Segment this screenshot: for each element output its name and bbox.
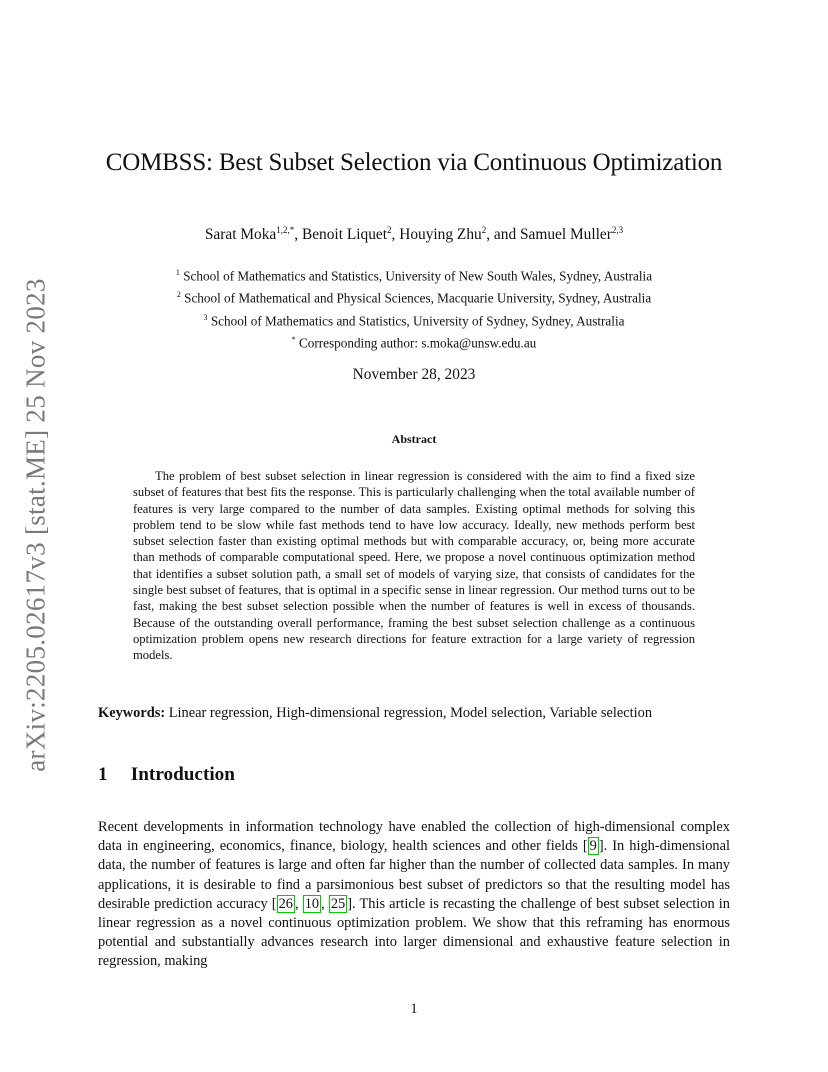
citation-link[interactable]: 25 <box>330 895 346 912</box>
affiliation-line <box>0 308 828 330</box>
intro-text-segment: ]. This article is recasting the challenge of best subset selection in linear regression as a novel continuous optimization problem. We show that this reframing has enormous potential and substantially advances research into larger dimensional and exhaustive feature selection in regression, making <box>98 895 730 970</box>
keywords-line <box>98 705 738 722</box>
introduction-text <box>98 818 730 972</box>
affiliation-text: School of Mathematical and Physical Sciences, Macquarie University, Sydney, Australia <box>180 290 652 306</box>
affiliation-text: School of Mathematics and Statistics, University of Sydney, Sydney, Australia <box>207 313 625 329</box>
affiliation-line <box>0 285 828 307</box>
author-affiliation-marker: 2,3 <box>611 225 624 235</box>
affiliation-text: School of Mathematics and Statistics, University of New South Wales, Sydney, Australia <box>179 268 653 284</box>
author-name: Houying Zhu <box>399 226 482 244</box>
affiliation-text: Corresponding author: s.moka@unsw.edu.au <box>295 335 537 351</box>
affiliation-line <box>0 330 828 352</box>
citation-link[interactable]: 9 <box>589 838 597 855</box>
author-separator: , and <box>486 226 520 244</box>
intro-text-segment: , <box>294 895 303 912</box>
arxiv-identifier-stamp[interactable]: arXiv:2205.02617v3 [stat.ME] 25 Nov 2023 <box>20 278 51 772</box>
section-number: 1 <box>98 764 108 785</box>
intro-text-segment: , <box>321 895 329 912</box>
affiliation-list <box>0 263 828 353</box>
page-number: 1 <box>410 1001 418 1017</box>
author-name: Samuel Muller <box>519 226 612 244</box>
publication-date: November 28, 2023 <box>352 366 476 383</box>
author-affiliation-marker: 1,2,* <box>276 225 295 235</box>
intro-text-segment: ]. In high-dimensional data, the number of features is large and often far higher than the number of collected data samples. In many applications, it is desirable to find a parsimonious best subset of predictors so that the resulting model has desirable prediction accuracy [ <box>98 838 730 912</box>
affiliation-line <box>0 263 828 285</box>
author-affiliation-marker: 2 <box>387 225 392 235</box>
affiliation-marker: * <box>291 335 296 345</box>
citation-link[interactable]: 10 <box>304 895 320 912</box>
keywords-label: Keywords: <box>98 705 166 721</box>
author-list <box>0 225 828 244</box>
author-separator: , <box>294 226 302 244</box>
abstract-heading: Abstract <box>391 432 437 446</box>
citation-link[interactable]: 26 <box>278 895 293 912</box>
affiliation-marker: 1 <box>175 268 180 277</box>
keywords-text: Linear regression, High-dimensional regression, Model selection, Variable selection <box>168 705 653 721</box>
abstract-text: The problem of best subset selection in linear regression is considered with the aim to find a fixed size subset of features that best fits the response. This is particularly challenging when the total available number of features is very large compared to the number of data samples. Existing optimal methods for solving this problem tend to be slow while fast methods tend to have low accuracy. Ideally, new methods perform best subset selection faster than existing optimal methods but with comparable accuracy, or, being more accurate than methods of comparable computational speed. Here, we propose a novel continuous optimization method that identifies a subset solution path, a small set of models of varying size, that consists of candidates for the single best subset of features, that is optimal in a specific sense in linear regression. Our method turns out to be fast, making the best subset selection possible when the number of features is well in excess of thousands. Because of the outstanding overall performance, framing the best subset selection challenge as a continuous optimization problem opens new research directions for feature extraction for a large variety of regression models. <box>133 469 695 663</box>
intro-text-segment: Recent developments in information technology have enabled the collection of high-dimensional complex data in engineering, economics, finance, biology, health sciences and other fields [ <box>98 819 730 855</box>
affiliation-marker: 2 <box>176 290 181 300</box>
author-affiliation-marker: 2 <box>481 225 487 235</box>
author-name: Benoit Liquet <box>301 226 387 244</box>
paper-title: COMBSS: Best Subset Selection via Continuous Optimization <box>105 149 723 176</box>
author-name: Sarat Moka <box>204 226 277 244</box>
section-heading-introduction <box>98 764 235 786</box>
section-title: Introduction <box>130 764 235 785</box>
author-separator: , <box>391 226 400 244</box>
affiliation-marker: 3 <box>203 312 208 322</box>
